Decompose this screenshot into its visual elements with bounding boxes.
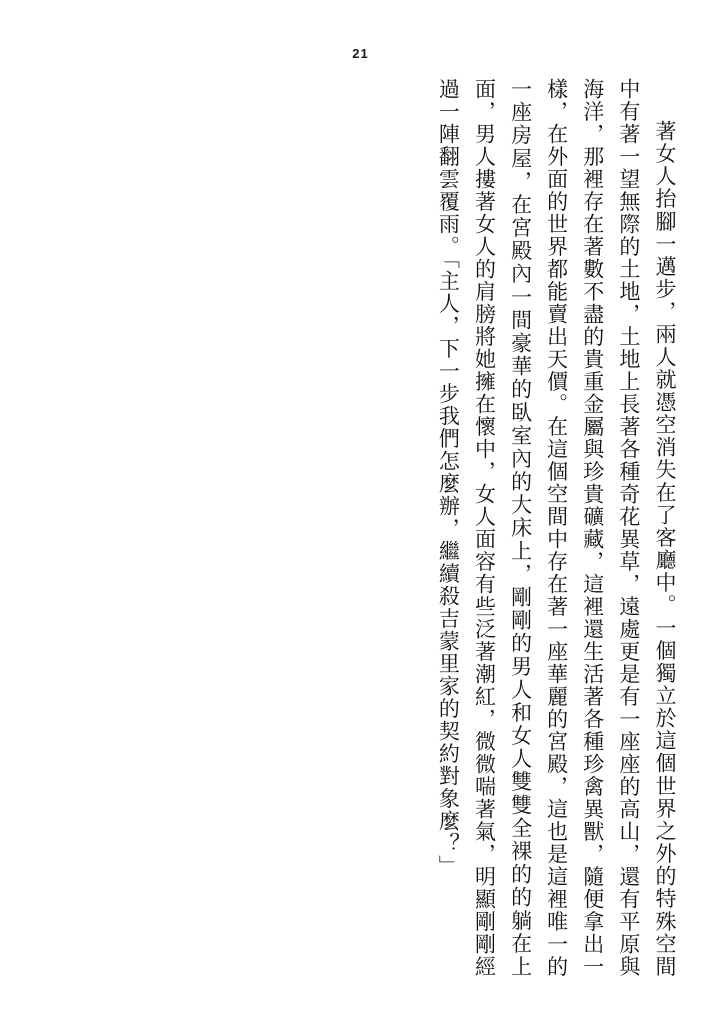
body-paragraph: 著女人抬腳一邁步，兩人就憑空消失在了客廳中。一個獨立於這個世界之外的特殊空間中有著一望無際的土地，土地上長著各種奇花異草，遠處更是有一座座的高山，還有平原與海洋，那裡存在著數不盡的貴重金屬與珍貴礦藏，這裡還生活著各種珍禽異獸，隨便拿出一樣，在外面的世界都能賣出天價。在這個空間中存在著一座華麗的宮殿，這也是這裡唯一的一座房屋，在宮殿內一間豪華的臥室內的大床上，剛剛的男人和女人雙雙全裸的的躺在上面，男人摟著女人的肩膀將她擁在懷中，女人面容有些泛著潮紅，微微喘著氣，明顯剛剛經過一陣翻雲覆雨。「主人，下一步我們怎麼辦，繼續殺吉蒙里家的契約對象麼？」 [436, 78, 677, 978]
page-body-text [38, 78, 683, 978]
page-number: 21 [352, 46, 369, 61]
